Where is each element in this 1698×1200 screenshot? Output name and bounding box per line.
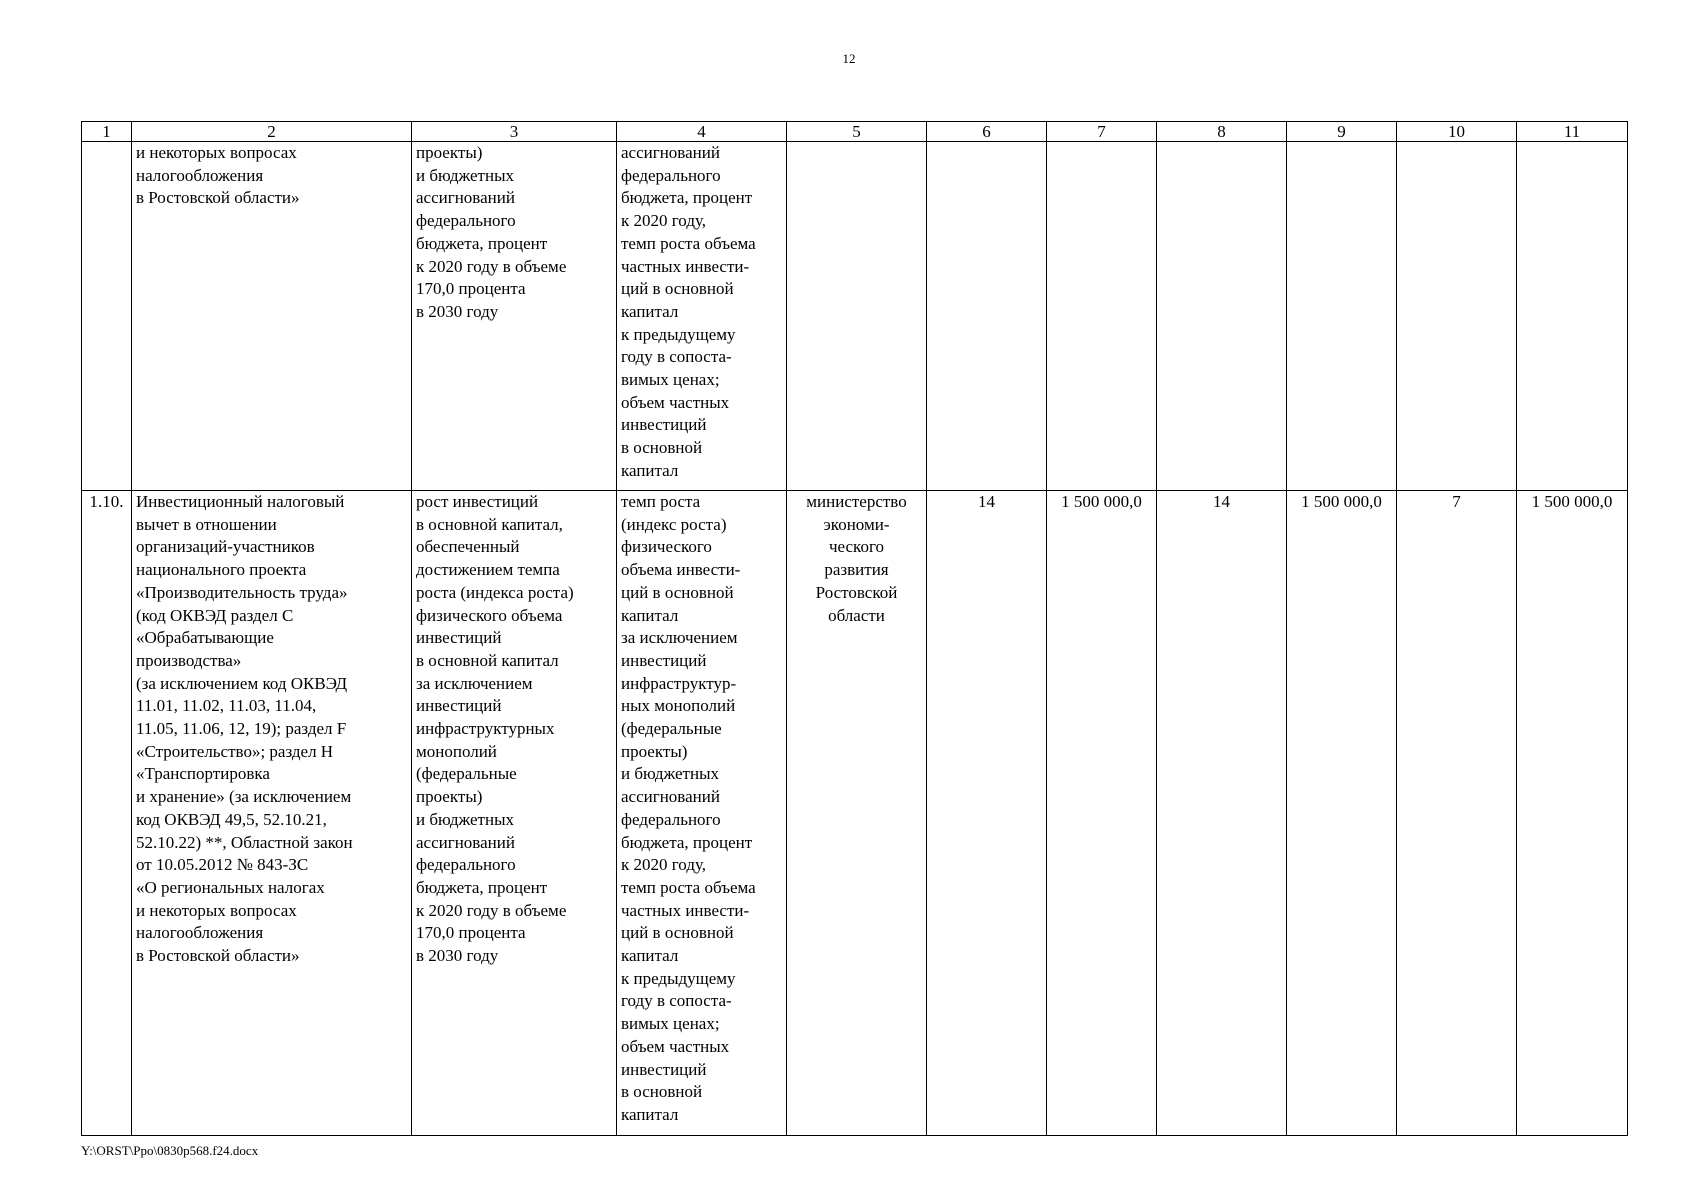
row-number-cell	[82, 142, 132, 491]
curator-cell: министерство экономи- ческого развития Ростовской области	[787, 491, 927, 1136]
value-cell	[927, 142, 1047, 491]
curator-cell	[787, 142, 927, 491]
header-cell: 2	[132, 122, 412, 142]
header-cell: 3	[412, 122, 617, 142]
table-header-row	[82, 122, 1628, 142]
benefit-description-cell: Инвестиционный налоговый вычет в отношении организаций-участников национального проекта «Производительность труда» (код ОКВЭД раздел С «Обрабатывающие производства» (за исключением код ОКВЭД 11.01, 11.02, 11.03, 11.04, 11.05, 11.06, 12, 19); раздел F «Строительство»; раздел Н «Транспортировка и хранение» (за исключением код ОКВЭД 49,5, 52.10.21, 52.10.22) **, Областной закон от 10.05.2012 № 843-ЗС «О региональных налогах и некоторых вопросах налогообложения в Ростовской области»	[132, 491, 412, 1136]
page-number: 12	[842, 51, 856, 66]
value-cell: 14	[927, 491, 1047, 1136]
value-cell: 14	[1157, 491, 1287, 1136]
value-cell: 1 500 000,0	[1047, 491, 1157, 1136]
header-cell: 4	[617, 122, 787, 142]
value-cell: 1 500 000,0	[1517, 491, 1628, 1136]
value-cell	[1397, 142, 1517, 491]
header-cell: 1	[82, 122, 132, 142]
benefit-description-cell: и некоторых вопросах налогообложения в Ростовской области»	[132, 142, 412, 491]
indicators-table	[81, 121, 1628, 1136]
row-number-cell: 1.10.	[82, 491, 132, 1136]
value-cell	[1047, 142, 1157, 491]
footer-file-path: Y:\ORST\Ppo\0830p568.f24.docx	[81, 1143, 259, 1158]
value-cell	[1287, 142, 1397, 491]
header-cell: 7	[1047, 122, 1157, 142]
value-cell	[1517, 142, 1628, 491]
header-cell: 10	[1397, 122, 1517, 142]
value-cell	[1157, 142, 1287, 491]
header-cell: 5	[787, 122, 927, 142]
value-cell: 1 500 000,0	[1287, 491, 1397, 1136]
header-cell: 8	[1157, 122, 1287, 142]
table-row-continuation	[82, 142, 1628, 491]
goal-cell: проекты) и бюджетных ассигнований федерального бюджета, процент к 2020 году в объеме 170,0 процента в 2030 году	[412, 142, 617, 491]
header-cell: 11	[1517, 122, 1628, 142]
indicator-cell: ассигнований федерального бюджета, процент к 2020 году, темп роста объема частных инвести- ций в основной капитал к предыдущему году в сопоста- вимых ценах; объем частных инвестиций в основной капитал	[617, 142, 787, 491]
header-cell: 6	[927, 122, 1047, 142]
value-cell: 7	[1397, 491, 1517, 1136]
goal-cell: рост инвестиций в основной капитал, обеспеченный достижением темпа роста (индекса роста) физического объема инвестиций в основной капитал за исключением инвестиций инфраструктурных монополий (федеральные проекты) и бюджетных ассигнований федерального бюджета, процент к 2020 году в объеме 170,0 процента в 2030 году	[412, 491, 617, 1136]
indicator-cell: темп роста (индекс роста) физического объема инвести- ций в основной капитал за исключением инвестиций инфраструктур- ных монополий (федеральные проекты) и бюджетных ассигнований федерального бюджета, процент к 2020 году, темп роста объема частных инвести- ций в основной капитал к предыдущему году в сопоста- вимых ценах; объем частных инвестиций в основной капитал	[617, 491, 787, 1136]
header-cell: 9	[1287, 122, 1397, 142]
table-row-1-10	[82, 491, 1628, 1136]
